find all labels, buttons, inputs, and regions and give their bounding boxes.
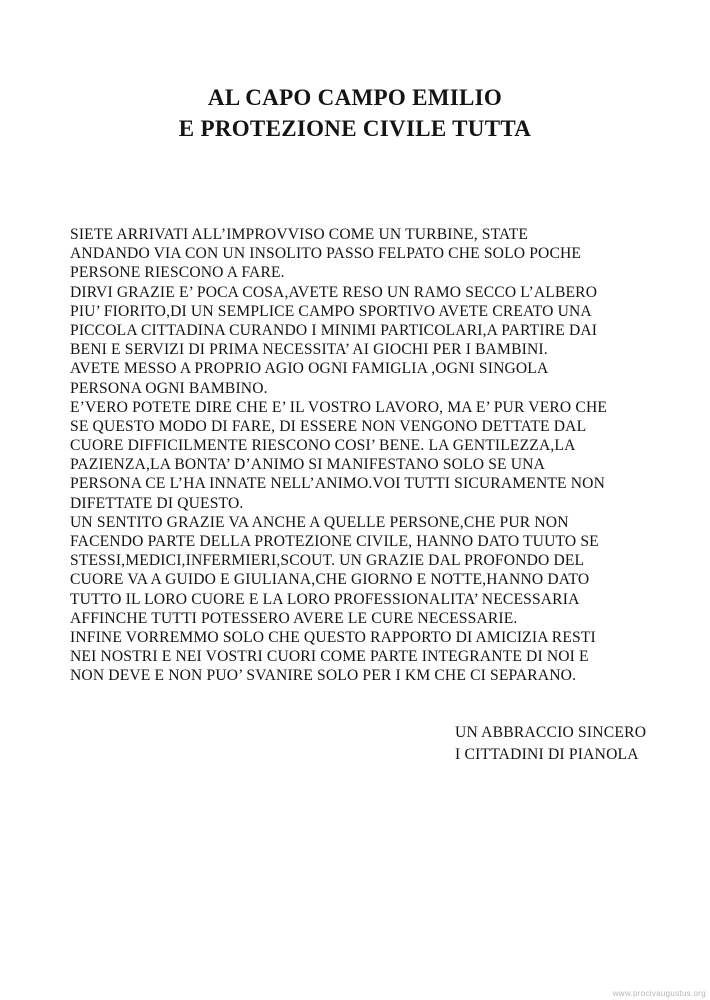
body-line: FACENDO PARTE DELLA PROTEZIONE CIVILE, HANNO DATO TUUTO SE (70, 533, 599, 550)
body-line: PERSONA CE L’HA INNATE NELL’ANIMO.VOI TUTTI SICURAMENTE NON (70, 475, 605, 493)
body-line: PERSONA OGNI BAMBINO. (70, 379, 268, 397)
body-line: SE QUESTO MODO DI FARE, DI ESSERE NON VENGONO DETTATE DAL (70, 417, 587, 435)
body-line: AFFINCHE TUTTI POTESSERO AVERE LE CURE NECESSARIE. (70, 609, 518, 627)
letter-signature (455, 722, 675, 766)
body-line: INFINE VORREMMO SOLO CHE QUESTO RAPPORTO DI AMICIZIA RESTI (70, 628, 596, 646)
body-line: CUORE DIFFICILMENTE RIESCONO COSI’ BENE. LA GENTILEZZA,LA (70, 437, 576, 455)
body-line: DIFETTATE DI QUESTO. (70, 494, 244, 512)
body-line: DIRVI GRAZIE E’ POCA COSA,AVETE RESO UN RAMO SECCO L’ALBERO (70, 283, 598, 301)
body-line: AVETE MESSO A PROPRIO AGIO OGNI FAMIGLIA ,OGNI SINGOLA (70, 360, 549, 378)
body-line: PICCOLA CITTADINA CURANDO I MINIMI PARTICOLARI,A PARTIRE DAI (70, 321, 598, 339)
signature-line-1: UN ABBRACCIO SINCERO (455, 724, 647, 741)
body-line: PAZIENZA,LA BONTA’ D’ANIMO SI MANIFESTANO SOLO SE UNA (70, 456, 545, 474)
body-line: STESSI,MEDICI,INFERMIERI,SCOUT. UN GRAZIE DAL PROFONDO DEL (70, 552, 585, 570)
body-line: CUORE VA A GUIDO E GIULIANA,CHE GIORNO E NOTTE,HANNO DATO (70, 571, 590, 589)
body-line: PIU’ FIORITO,DI UN SEMPLICE CAMPO SPORTIVO AVETE CREATO UNA (70, 302, 592, 320)
letter-body (70, 225, 670, 686)
body-line: BENI E SERVIZI DI PRIMA NECESSITA’ AI GIOCHI PER I BAMBINI. (70, 341, 548, 359)
letter-title-line-1: AL CAPO CAMPO EMILIO (207, 85, 503, 110)
body-line: PERSONE RIESCONO A FARE. (70, 264, 285, 282)
signature-line-2: I CITTADINI DI PIANOLA (455, 746, 639, 763)
body-line: UN SENTITO GRAZIE VA ANCHE A QUELLE PERSONE,CHE PUR NON (70, 513, 569, 531)
body-line: ANDANDO VIA CON UN INSOLITO PASSO FELPATO CHE SOLO POCHE (70, 245, 582, 263)
body-line: SIETE ARRIVATI ALL’IMPROVVISO COME UN TURBINE, STATE (70, 226, 529, 243)
website-watermark: www.procivaugustus.org (612, 989, 706, 998)
body-line: NEI NOSTRI E NEI VOSTRI CUORI COME PARTE INTEGRANTE DI NOI E (70, 648, 589, 666)
body-line: TUTTO IL LORO CUORE E LA LORO PROFESSIONALITA’ NECESSARIA (70, 590, 580, 608)
body-line: E’VERO POTETE DIRE CHE E’ IL VOSTRO LAVORO, MA E’ PUR VERO CHE (70, 398, 608, 416)
letter-title-line-2: E PROTEZIONE CIVILE TUTTA (178, 116, 532, 141)
body-line: NON DEVE E NON PUO’ SVANIRE SOLO PER I KM CHE CI SEPARANO. (70, 667, 577, 685)
